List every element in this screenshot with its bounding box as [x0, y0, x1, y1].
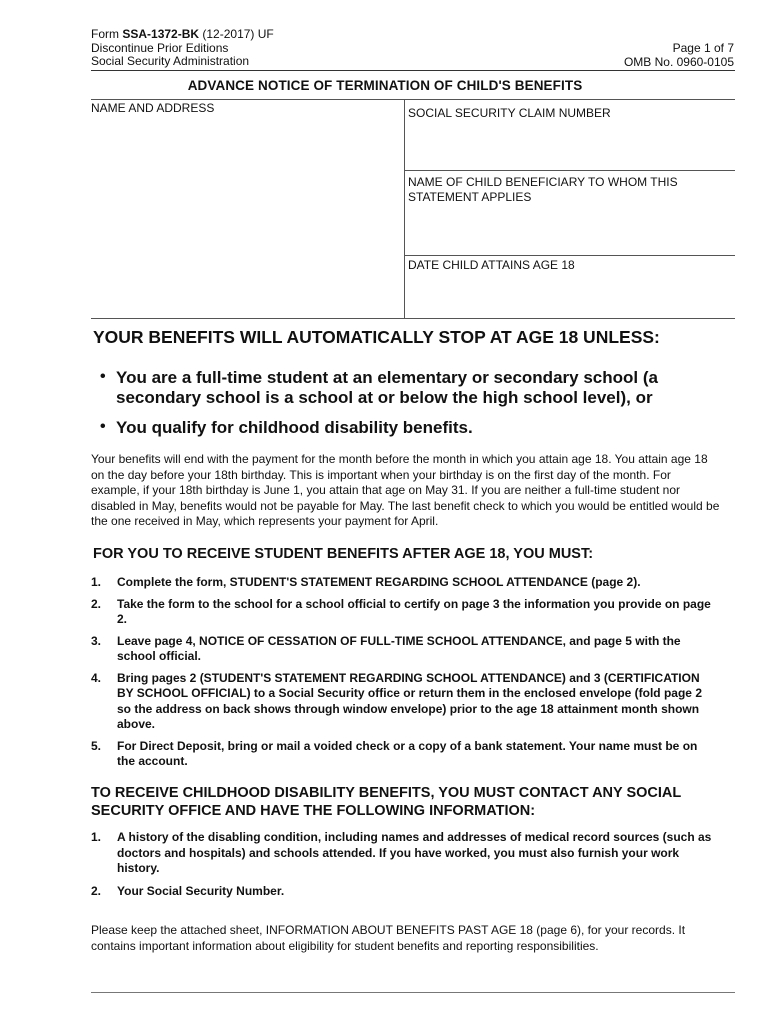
discontinue-notice: Discontinue Prior Editions	[91, 40, 229, 55]
item-number: 1.	[91, 830, 102, 844]
bullet-disability: • You qualify for childhood disability benefits.	[100, 418, 720, 438]
form-code: SSA-1372-BK	[122, 27, 200, 41]
intro-paragraph: Your benefits will end with the payment for the month before the month in which you attain age 18. You attain age 18 on the day before your 18th birthday. This is important when your birthday is on the first day of the month. For example, if your 18th birthday is June 1, you attain that age on May 31. If you are neither a full-time student nor disabled in May, benefits would not be payable for May. The last benefit check to which you would be entitled would be the one received in May, which represents your payment for April.	[91, 452, 720, 528]
student-requirements-list	[91, 575, 716, 770]
agency-name: Social Security Administration	[91, 54, 250, 68]
grid-bottom-rule	[91, 318, 735, 319]
student-item-1	[91, 575, 716, 591]
claim-number-label: SOCIAL SECURITY CLAIM NUMBER	[408, 106, 611, 120]
item-text: Complete the form, STUDENT'S STATEMENT REGARDING SCHOOL ATTENDANCE (page 2).	[117, 575, 641, 589]
header-rule	[91, 70, 735, 71]
form-edition: (12-2017) UF	[199, 27, 274, 41]
grid-rule-2	[404, 255, 735, 256]
item-number: 4.	[91, 670, 102, 685]
item-number: 2.	[91, 596, 102, 611]
item-text: For Direct Deposit, bring or mail a voided check or a copy of a bank statement. Your name must be on the account.	[117, 738, 698, 768]
disability-requirements-list	[91, 830, 716, 899]
item-number: 2.	[91, 883, 102, 898]
item-number: 3.	[91, 633, 102, 648]
omb-number: OMB No. 0960-0105	[623, 55, 734, 69]
form-number-line	[91, 28, 274, 42]
grid-rule-1	[404, 170, 735, 171]
name-address-label: NAME AND ADDRESS	[91, 101, 215, 115]
form-prefix: Form	[91, 27, 123, 41]
student-item-2	[91, 597, 716, 628]
item-text: Your Social Security Number.	[117, 883, 285, 898]
student-item-5	[91, 739, 716, 770]
grid-top-rule	[91, 99, 735, 100]
bullet-student: • You are a full-time student at an elementary or secondary school (a secondary school is a school at or below the high school level), or	[100, 368, 720, 408]
disability-section-heading: TO RECEIVE CHILDHOOD DISABILITY BENEFITS, YOU MUST CONTACT ANY SOCIAL SECURITY OFFICE AND HAVE THE FOLLOWING INFORMATION:	[91, 785, 681, 819]
form-identifier-block	[91, 28, 274, 69]
item-text: Bring pages 2 (STUDENT'S STATEMENT REGARDING SCHOOL ATTENDANCE) and 3 (CERTIFICATION BY SCHOOL OFFICIAL) to a Social Security office or return them in the enclosed envelope (fold page 2 so the address on back shows through window envelope) prior to the age 18 attainment month shown above.	[117, 670, 702, 731]
student-item-3	[91, 634, 716, 665]
grid-divider	[404, 99, 405, 318]
item-number: 5.	[91, 738, 102, 753]
disability-item-2	[91, 884, 716, 900]
item-text: Leave page 4, NOTICE OF CESSATION OF FULL-TIME SCHOOL ATTENDANCE, and page 5 with the school official.	[117, 633, 681, 663]
age18-date-field[interactable]	[408, 258, 728, 313]
claim-number-field[interactable]	[408, 106, 728, 166]
item-text: Take the form to the school for a school official to certify on page 3 the information you provide on page 2.	[117, 596, 711, 626]
eligibility-bullets	[100, 368, 720, 448]
disability-item-1	[91, 830, 716, 877]
age18-date-label: DATE CHILD ATTAINS AGE 18	[408, 258, 575, 272]
closing-paragraph: Please keep the attached sheet, INFORMATION ABOUT BENEFITS PAST AGE 18 (page 6), for your records. It contains important information about eligibility for student benefits and reporting responsibilities.	[91, 923, 686, 953]
student-section-heading: FOR YOU TO RECEIVE STUDENT BENEFITS AFTER AGE 18, YOU MUST:	[93, 546, 594, 562]
main-heading: YOUR BENEFITS WILL AUTOMATICALLY STOP AT AGE 18 UNLESS:	[93, 327, 660, 347]
student-item-4	[91, 671, 716, 733]
child-name-field[interactable]	[408, 175, 718, 250]
name-address-field[interactable]	[91, 101, 214, 116]
page-info-block	[624, 41, 734, 69]
footer-rule	[91, 992, 735, 993]
page-number: Page 1 of 7	[672, 41, 734, 55]
form-title: ADVANCE NOTICE OF TERMINATION OF CHILD'S BENEFITS	[187, 78, 583, 93]
item-text: A history of the disabling condition, including names and addresses of medical record sources (such as doctors and hospitals) and schools attended. If you have worked, you must also furnish your work history.	[117, 830, 712, 875]
child-name-label: NAME OF CHILD BENEFICIARY TO WHOM THIS STATEMENT APPLIES	[408, 175, 678, 204]
item-number: 1.	[91, 575, 102, 589]
